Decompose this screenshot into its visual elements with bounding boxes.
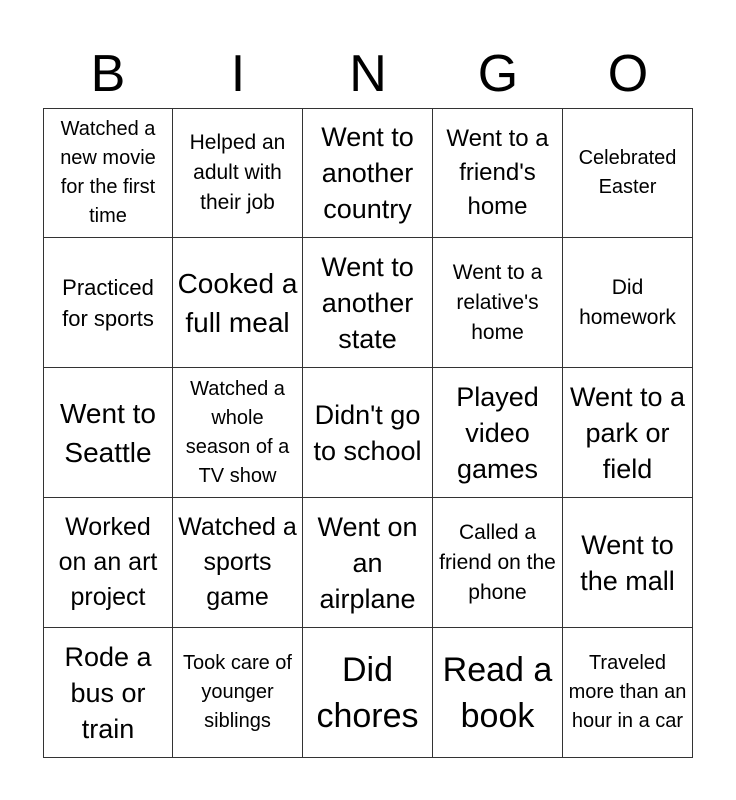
header-letter-o: O [607,45,649,103]
cell-text: Read a book [442,650,553,735]
header-letter-b: B [90,45,126,103]
cell-text: Celebrated Easter [578,147,677,198]
bingo-cell[interactable] [303,368,433,498]
bingo-cell[interactable] [173,238,303,368]
bingo-cell[interactable] [433,238,563,368]
cell-text: Played video games [456,381,539,484]
cell-text: Did homework [579,275,676,329]
cell-text: Helped an adult with their job [189,131,286,214]
bingo-cell[interactable] [433,108,563,238]
cell-text: Cooked a full meal [177,267,298,338]
bingo-cell[interactable] [303,498,433,628]
bingo-board [43,108,693,758]
bingo-cell[interactable] [563,368,693,498]
bingo-cell[interactable] [433,368,563,498]
cell-text: Went to a park or field [569,381,686,484]
cell-text: Didn't go to school [313,399,422,466]
bingo-cell[interactable] [303,108,433,238]
bingo-cell[interactable] [563,108,693,238]
bingo-cell[interactable] [303,238,433,368]
cell-text: Rode a bus or train [64,641,152,744]
cell-text: Traveled more than an hour in a car [568,652,687,732]
cell-text: Went to another country [321,122,414,224]
bingo-cell[interactable] [173,108,303,238]
cell-text: Called a friend on the phone [439,520,556,604]
cell-text: Went to the mall [580,529,675,596]
bingo-cell[interactable] [433,628,563,758]
cell-text: Went to a relative's home [452,260,543,344]
header-letter-i: I [230,45,246,103]
cell-text: Worked on an art project [58,513,158,611]
cell-text: Watched a new movie for the first time [60,118,156,227]
bingo-cell[interactable] [173,368,303,498]
bingo-cell[interactable] [433,498,563,628]
bingo-cell[interactable] [173,498,303,628]
bingo-cell[interactable] [43,108,173,238]
bingo-cell[interactable] [303,628,433,758]
bingo-cell[interactable] [563,628,693,758]
cell-text: Went to another state [321,251,414,354]
cell-text: Went on an airplane [317,511,418,614]
bingo-cell[interactable] [43,498,173,628]
bingo-cell[interactable] [173,628,303,758]
bingo-header [43,40,693,108]
cell-text: Watched a whole season of a TV show [185,377,290,487]
cell-text: Did chores [316,650,419,735]
bingo-cell[interactable] [43,238,173,368]
cell-text: Went to Seattle [60,397,156,468]
bingo-cell[interactable] [563,238,693,368]
cell-text: Took care of younger siblings [183,652,292,732]
bingo-cell[interactable] [563,498,693,628]
bingo-cell[interactable] [43,368,173,498]
cell-text: Watched a sports game [178,513,297,611]
cell-text: Practiced for sports [62,274,154,331]
header-letter-g: G [477,45,519,103]
header-letter-n: N [349,45,387,103]
bingo-cell[interactable] [43,628,173,758]
cell-text: Went to a friend's home [446,125,549,220]
